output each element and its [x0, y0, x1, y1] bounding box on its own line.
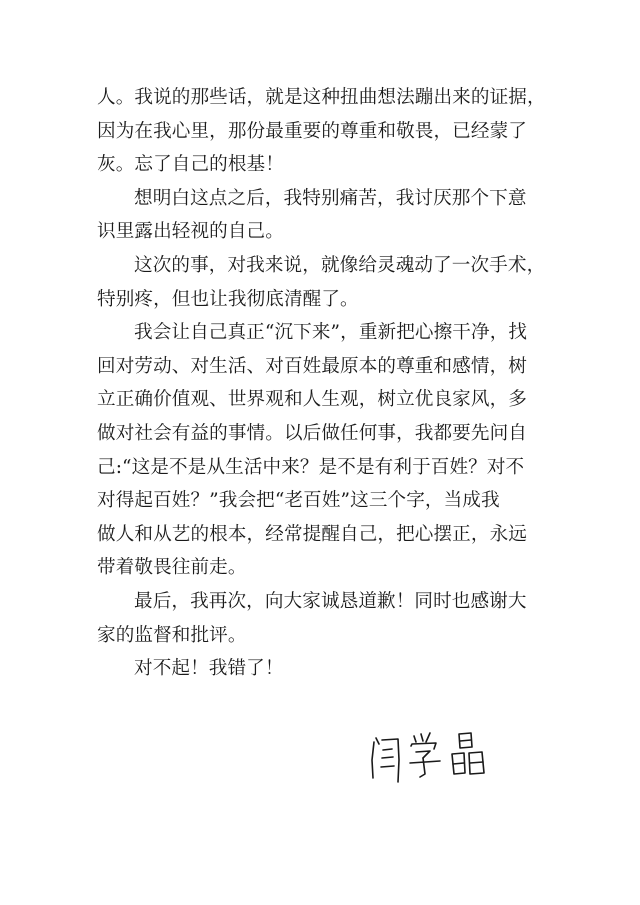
text-line: 己:“这是不是从生活中来？是不是有利于百姓？对不 — [97, 456, 525, 478]
signature-strokes-icon — [368, 730, 490, 785]
closing-line: 对不起！我错了！ — [134, 658, 284, 680]
text-line: 特别疼，但也让我彻底清醒了。 — [97, 288, 359, 310]
text-line: 识里露出轻视的自己。 — [97, 221, 284, 243]
paragraph-start-line: 最后，我再次，向大家诚恳道歉！同时也感谢大 — [134, 590, 527, 612]
text-line: 带着敬畏往前走。 — [97, 557, 247, 579]
paragraph-start-line: 这次的事，对我来说，就像给灵魂动了一次手术， — [134, 254, 546, 276]
paragraph-start-line: 我会让自己真正“沉下来”，重新把心擦干净，找 — [134, 322, 528, 344]
text-line: 做人和从艺的根本，经常提醒自己，把心摆正，永远 — [97, 523, 527, 545]
text-line: 人。我说的那些话，就是这种扭曲想法蹦出来的证据， — [97, 87, 546, 108]
text-line: 立正确价值观、世界观和人生观，树立优良家风，多 — [97, 389, 527, 411]
text-line: 做对社会有益的事情。以后做任何事，我都要先问自 — [97, 422, 527, 444]
text-line: 回对劳动、对生活、对百姓最原本的尊重和感情，树 — [97, 355, 527, 377]
paragraph-start-line: 想明白这点之后，我特别痛苦，我讨厌那个下意 — [134, 187, 527, 209]
text-line: 因为在我心里，那份最重要的尊重和敬畏，已经蒙了 — [97, 120, 527, 142]
text-line: 灰。忘了自己的根基！ — [97, 154, 284, 176]
text-line: 对得起百姓？”我会把“老百姓”这三个字，当成我 — [97, 490, 500, 512]
text-line: 家的监督和批评。 — [97, 624, 247, 646]
handwritten-signature — [368, 730, 490, 785]
letter-body — [97, 81, 549, 686]
